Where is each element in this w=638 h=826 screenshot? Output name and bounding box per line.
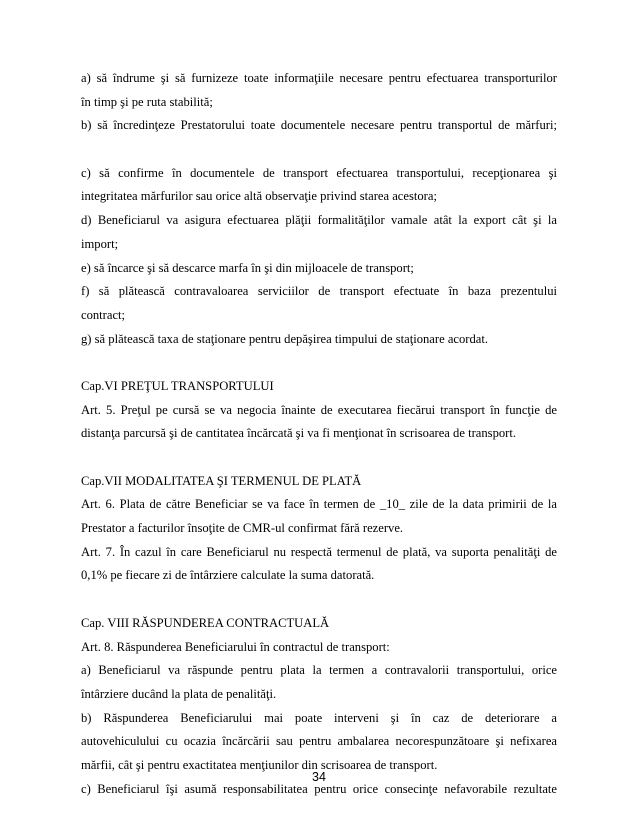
text-line: c) să confirme în documentele de transport efectuarea transportului, recepţionarea şi [81, 165, 557, 180]
paragraph-gap [81, 351, 557, 375]
text-line: în timp şi pe ruta stabilită; [81, 94, 213, 109]
page-number: 34 [312, 770, 326, 784]
text-line: distanţa parcursă şi de cantitatea încărcată şi va fi menţionat în scrisoarea de transport. [81, 426, 517, 441]
text-line: g) să plătească taxa de staţionare pentru depăşirea timpului de staţionare acordat. [81, 331, 489, 346]
text-line: import; [81, 236, 119, 251]
text-line: a) să îndrume şi să furnizeze toate informaţiile necesare pentru efectuarea transporturilor [81, 71, 557, 85]
text-line: d) Beneficiarul va asigura efectuarea plăţii formalităţilor vamale atât la export cât şi la [81, 213, 557, 228]
text-line: Art. 7. În cazul în care Beneficiarul nu respectă termenul de plată, va suporta penalităţi de [81, 544, 557, 559]
text-line: contract; [81, 307, 126, 322]
text-line: 0,1% pe fiecare zi de întârziere calculate la suma datorată. [81, 568, 375, 583]
text-line: b) Răspunderea Beneficiarului mai poate interveni şi în caz de deteriorare a [81, 710, 557, 725]
paragraph-gap [81, 446, 557, 470]
text-line: întârziere ducând la plata de penalităţi. [81, 686, 277, 701]
section-heading: Cap. VIII RĂSPUNDEREA CONTRACTUALĂ [81, 615, 330, 630]
text-line: c) Beneficiarul îşi asumă responsabilitatea pentru orice consecinţe nefavorabile rezultate [81, 781, 557, 796]
text-line: Art. 8. Răspunderea Beneficiarului în contractul de transport: [81, 639, 390, 654]
text-line: autovehiculului cu ocazia încărcării sau pentru ambalarea necorespunzătoare şi nefixarea [81, 734, 557, 749]
text-line: mărfii, cât şi pentru exactitatea menţiunilor din scrisoarea de transport. [81, 757, 438, 772]
document-body [81, 67, 557, 801]
text-line: a) Beneficiarul va răspunde pentru plata la termen a contravalorii transportului, orice [81, 663, 557, 678]
section-heading: Cap.VI PREŢUL TRANSPORTULUI [81, 378, 274, 393]
section-heading: Cap.VII MODALITATEA ŞI TERMENUL DE PLATĂ [81, 473, 362, 488]
paragraph-gap [81, 138, 557, 162]
text-line: Art. 6. Plata de către Beneficiar se va face în termen de _10_ zile de la data primirii de la [81, 497, 557, 512]
text-line: b) să încredinţeze Prestatorului toate documentele necesare pentru transportul de mărfuri; [81, 118, 557, 133]
paragraph-gap [81, 588, 557, 612]
text-line: f) să plătească contravaloarea serviciilor de transport efectuate în baza prezentului [81, 284, 557, 299]
text-line: Art. 5. Preţul pe cursă se va negocia înainte de executarea fiecărui transport în funcţie de [81, 402, 557, 417]
text-line: e) să încarce şi să descarce marfa în şi din mijloacele de transport; [81, 260, 414, 275]
text-line: Prestator a facturilor însoţite de CMR-ul confirmat fără rezerve. [81, 521, 404, 536]
text-line: integritatea mărfurilor sau orice altă observaţie privind starea acestora; [81, 189, 437, 204]
